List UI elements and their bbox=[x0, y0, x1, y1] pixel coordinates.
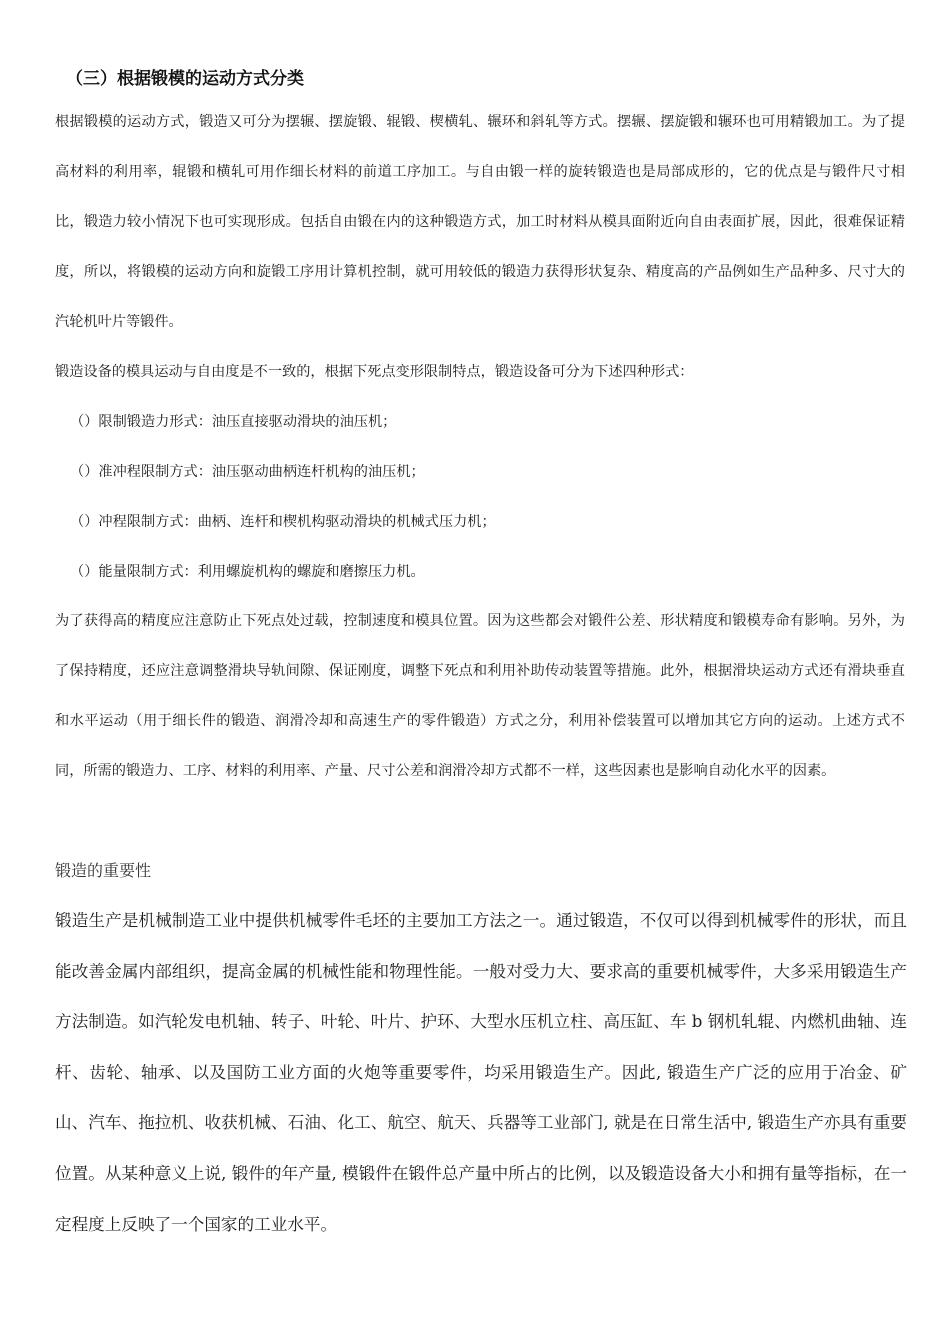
importance-title: 锻造的重要性 bbox=[55, 861, 152, 880]
list-item: （）冲程限制方式：曲柄、连杆和楔机构驱动滑块的机械式压力机； bbox=[70, 514, 496, 530]
list-item: （）能量限制方式：利用螺旋机构的螺旋和磨擦压力机。 bbox=[70, 564, 425, 580]
section-heading: （三）根据锻模的运动方式分类 bbox=[66, 69, 304, 89]
paragraph-forging-importance: 锻造生产是机械制造工业中提供机械零件毛坯的主要加工方法之一。通过锻造，不仅可以得到机械零件的形状，而且能改善金属内部组织，提高金属的机械性能和物理性能。一般对受力大、要求高的重要机械零件，大多采用锻造生产方法制造。如汽轮发电机轴、转子、叶轮、叶片、护环、大型水压机立柱、高压缸、车 b 钢机轧辊、内燃机曲轴、连杆、齿轮、轴承、以及国防工业方面的火炮等重要零件，均采用锻造生产。因此, 锻造生产广泛的应用于冶金、矿山、汽车、拖拉机、收获机械、石油、化工、航空、航天、兵器等工业部门, 就是在日常生活中, 锻造生产亦具有重要位置。从某种意义上说, 锻件的年产量, 模锻件在锻件总产量中所占的比例，以及锻造设备大小和拥有量等指标，在一定程度上反映了一个国家的工业水平。 bbox=[55, 911, 907, 1234]
list-item: （）限制锻造力形式：油压直接驱动滑块的油压机； bbox=[70, 414, 397, 430]
paragraph-forging-die-motion: 根据锻模的运动方式，锻造又可分为摆辗、摆旋锻、辊锻、楔横轧、辗环和斜轧等方式。摆辗、摆旋锻和辗环也可用精锻加工。为了提高材料的利用率，辊锻和横轧可用作细长材料的前道工序加工。与自由锻一样的旋转锻造也是局部成形的，它的优点是与锻件尺寸相比，锻造力较小情况下也可实现形成。包括自由锻在内的这种锻造方式，加工时材料从模具面附近向自由表面扩展，因此，很难保证精度，所以，将锻模的运动方向和旋锻工序用计算机控制，就可用较低的锻造力获得形状复杂、精度高的产品例如生产品种多、尺寸大的汽轮机叶片等锻件。 bbox=[55, 114, 905, 330]
list-item: （）准冲程限制方式：油压驱动曲柄连杆机构的油压机； bbox=[70, 464, 425, 480]
paragraph-precision-measures: 为了获得高的精度应注意防止下死点处过载，控制速度和模具位置。因为这些都会对锻件公差、形状精度和锻模寿命有影响。另外，为了保持精度，还应注意调整滑块导轨间隙、保证刚度，调整下死点和利用补助传动装置等措施。此外，根据滑块运动方式还有滑块垂直和水平运动（用于细长件的锻造、润滑冷却和高速生产的零件锻造）方式之分，利用补偿装置可以增加其它方向的运动。上述方式不同，所需的锻造力、工序、材料的利用率、产量、尺寸公差和润滑冷却方式都不一样，这些因素也是影响自动化水平的因素。 bbox=[55, 613, 905, 779]
paragraph-equipment-types-intro: 锻造设备的模具运动与自由度是不一致的，根据下死点变形限制特点，锻造设备可分为下述四种形式： bbox=[55, 364, 694, 380]
